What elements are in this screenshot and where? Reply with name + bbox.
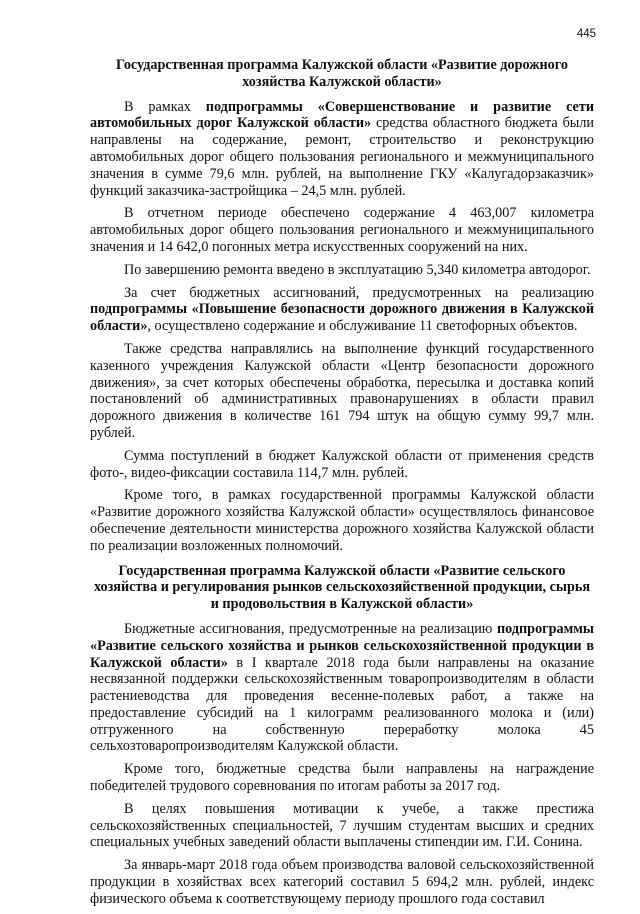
paragraph: По завершению ремонта введено в эксплуатацию 5,340 километра автодорог. — [124, 261, 591, 278]
paragraph: Также средства направлялись на выполнение функций государственного казенного учреждения Калужской области «Центр безопасности дорожного движения», за счет которых обеспечены обработка, пересылка и доставка копий постановлений об административных правонарушениях в области правил дорожного движения в количестве 161 794 штук на общую сумму 99,7 млн. рублей. — [90, 340, 594, 441]
subprogram-name: подпрограммы «Повышение безопасности дорожного движения в Калужской области» — [90, 301, 594, 335]
paragraph-text: в I квартале 2018 года были направлены на оказание несвязанной поддержки сельскохозяйственным товаропроизводителям в области растениеводства для проведения весенне-полевых работ, а также на предоставление субсидий на 1 килограмм реализованного молока и (или) отгруженного на собственную переработку молока 45 сельхозтоваропроизводителям Калужской области. — [90, 654, 594, 755]
section-heading-road-program: Государственная программа Калужской области «Развитие дорожного хозяйства Калужской области» — [116, 57, 568, 90]
paragraph-text: , осуществлено содержание и обслуживание 11 светофорных объектов. — [147, 318, 578, 335]
paragraph-text: средства областного бюджета были направлены на содержание, ремонт, строительство и реконструкцию автомобильных дорог общего пользования регионального и межмуниципального значения в сумме 79,6 млн. рублей, на выполнение ГКУ «Калугадорзаказчик» функций заказчика-застройщика – 24,5 млн. рублей. — [90, 115, 594, 199]
paragraph — [90, 99, 594, 200]
subprogram-name: подпрограммы «Совершенствование и развитие сети автомобильных дорог Калужской области» — [90, 98, 594, 132]
page-number: 445 — [576, 28, 596, 40]
paragraph: Кроме того, бюджетные средства были направлены на награждение победителей трудового соревнования по итогам работы за 2017 год. — [90, 761, 594, 795]
paragraph: В целях повышения мотивации к учебе, а также престижа сельскохозяйственных специальностей, 7 лучшим студентам высших и средних специальных учебных заведений области выплачены стипендии им. Г.И. Сонина. — [90, 800, 594, 851]
paragraph: Сумма поступлений в бюджет Калужской области от применения средств фото-, видео-фиксации составила 114,7 млн. рублей. — [90, 447, 594, 481]
subprogram-name: подпрограммы «Развитие сельского хозяйства и рынков сельскохозяйственной продукции в Калужской области» — [90, 620, 594, 671]
paragraph-text: Бюджетные ассигнования, предусмотренные на реализацию — [124, 620, 497, 637]
document-body — [90, 57, 594, 914]
paragraph: В отчетном периоде обеспечено содержание 4 463,007 километра автомобильных дорог общего пользования регионального и межмуниципального значения и 14 642,0 погонных метра искусственных сооружений на них. — [90, 205, 594, 255]
paragraph: Кроме того, в рамках государственной программы Калужской области «Развитие дорожного хозяйства Калужской области» осуществлялось финансовое обеспечение деятельности министерства дорожного хозяйства Калужской области по реализации возложенных полномочий. — [90, 487, 594, 554]
section-heading-agriculture-program: Государственная программа Калужской области «Развитие сельского хозяйства и регулирования рынков сельскохозяйственной продукции, сырья и продовольствия в Калужской области» — [93, 562, 591, 613]
paragraph-text: За счет бюджетных ассигнований, предусмотренных на реализацию — [124, 284, 594, 301]
paragraph: За январь-март 2018 года объем производства валовой сельскохозяйственной продукции в хозяйствах всех категорий составил 5 694,2 млн. рублей, индекс физического объема к соответствующему периоду прошлого года составил — [90, 857, 594, 907]
paragraph — [90, 621, 594, 755]
paragraph-text: В рамках — [124, 98, 206, 115]
paragraph — [90, 285, 594, 335]
